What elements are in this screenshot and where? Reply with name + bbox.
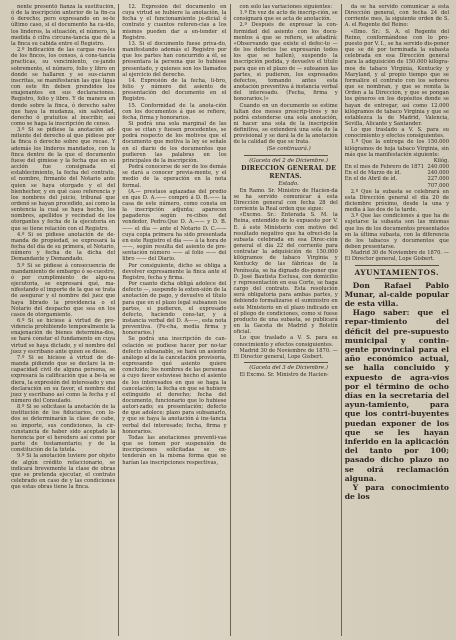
paragraph: da se ha servido comunicar a esta Dirección general, con fecha 24 del corriente mes, la siguiente orden de S. A. el Regente del Reino: — [344, 4, 449, 29]
table-cell-label: En el de Abril de íd. — [344, 176, 398, 183]
divider — [244, 155, 328, 156]
paragraph: 3.º Que las condiciones á que ha de sujetarse la subasta son las mismas que los de los documentos presentados en la última subasta, con la diferencia de los tabacos y documentos que deben presentarse. — [344, 213, 449, 251]
paragraph: Si podrá una sola marginal de las que se citan y fuesen procedentes, se podrá respecto de los motivos que el documento que motiva la ley se señale en el diario de los documentos que pudieren las palabras en los principales de la inscripción. — [122, 120, 227, 164]
section-heading: AYUNTAMIENTOS. — [354, 267, 440, 277]
paragraph: 12. Expresión del documento en cuya virtud se hubiere la anotación, la fecha y el funcionamiento ju-dicial ó contrato y cuantos referen-cias a los mismos pueden dar a en-tender el Registro. — [122, 4, 227, 41]
paragraph: Y para conocimiento de los — [344, 483, 449, 502]
subheading: Estado. — [278, 180, 299, 187]
paragraph: 1.º Que la entrega de los 150.000 kilógramos de hoja tabaco Virginia, sin más que la manifestación siguiente: — [344, 139, 449, 158]
divider — [244, 362, 328, 363]
paragraph: 4.º Si se pidiese anotación de de-manda de propiedad, se expresará la fecha del día de su primera, el Notario, número y fecha de la dicha del Demandante y Demandado. — [11, 231, 116, 263]
table-cell-label: En el de Marzo de íd. — [344, 170, 402, 177]
paragraph: 1.º En vez de acto de inscrip-ción, se consignará que se acta de anotación. — [233, 10, 338, 23]
announcement — [345, 281, 449, 502]
paragraph: Se podrá una inscripción de can-celación se pudiese hacer por no-tar defecto subsanable, se hará un asiento análogo al de la cancelación provisoria, expresando qué asiento quiere concluido; los nombres de las personas á cuyo favor estuviese hecho el asiento de los interesados en que se haga la cancelación; la fecha en que se hubiere extinguido el derecho; fecha del documento, funcionario que lo hubiese autori-zado; su presentación; defecto de que adolece; plazo para subsanarlo, y que se haya la anotación á ins-tancia verbal del interesado; fecha, firma y honorarios. — [122, 336, 227, 435]
paragraph: con solo las variaciones siguientes: — [239, 4, 333, 10]
paragraph: 2.º Que la subasta se celebrará en esta Dirección general el día 20 de diciembre próximo, desde la una y media á las dos de la tarde. — [344, 188, 449, 214]
divider — [375, 278, 419, 279]
paragraph: 15. Conformidad de la anota-ción con los documentos á que se refiere, fecha, firma y honorarios. — [122, 102, 227, 121]
paragraph: 2.º Indicación de las cargas rea-les de los fincos, los censos, á cons-tancia practicas, su vencimiento, ce-jando sobremente, el número, folio y libro en donde se hallaren y se sus-ciaren inscritas, se manifestarán las que ligas con este fin deben prendidos los enajenantes en sus declaraciones. Registro, folio y libro. Y de manera en donde sobre la finca, ó derecho salvo que haya la mudanza, sin salvedad, derecho ó gratuitos al inscribir, así como se haga la inscripción de censo. — [11, 47, 116, 127]
paragraph: «Ilmo. Sr.: S. A. el Regente del Reino, conformándose con lo pro-puesto por V. I., se ha servido dis-poner que se dé por terminada la subasta celebrada en esa Dirección general para la adquisición de 150.000 kilógra-mos de tabaco Virginia, Kentucky y Maryland, y al propio tiempo que se formalice el contrato con los señores que se nombran, y que se remita la Orden a la Dirección, y que se pongan los géneros en los depósitos donde se hayan de entregar, así como 12.000 kilógramos de tabaco Virginia y que se establezca la de Madrid, Valencia, Sevilla, Alicante y Santander. — [344, 28, 449, 127]
paragraph: 5.º Si se pidiese á consecuencia de mandamiento de embargo ó se-cuestro, ó por cumplimiento de algu-na ejecutoria, se expresará qué, ma-nifestando el importe de la que se trata de asegurar y el nombre del juez que haya librado la providencia o el Notario del despacho que sea en los casos de otorgamiento. — [11, 262, 116, 318]
paragraph: Cuando en un documento se estime faltan dos meses prescrip-tivos y no podrá extenderse una sola anotación, ni hacer una sola de la inscripción definitiva, se extenderá una sola de la provisional y se dará la de la anotación de la calidad de que se trata. — [233, 102, 338, 146]
paragraph: El Excmo. Sr. Ministro de Hacien- — [239, 371, 329, 378]
gazette-reference: (Gaceta del 2 de Diciembre.) — [249, 157, 328, 164]
paragraph: Por consiguiente, dicho se obliga a devolver expresamente la finca ante el Registro, fecha y firma. — [122, 262, 227, 281]
paragraph: 3.º Si se pidiese la anotación ad-mitente del derecho al que pidiese por la finca ó derecho sobre que recae. Y además los linderos mandados, con la finca dentro de la que el documento fuese del gimiese y la fecha que en su acción fue consignada el establecimiento, la fecha del contrato, el nombre, firmante del Notario ante quien se haya otorgado y el del bienhechor, y en qué caso referencia y los nombres del juicio, tribunal que ordenó se hayan procedido, así como la sentencia la cual se haya hecho, los nombres, apellidos y vecindad de los otorgantes y fecha de la ejecutoria en que se tiene relación con el Registro. — [11, 127, 116, 232]
column-2 — [118, 4, 229, 636]
continuation-note: (Se continuará.) — [266, 145, 311, 152]
paragraph: (A.— prestaos agiazadas del predio en que D. A.—— compró á D. B.—— la casa de este número, como consta en la inscripción adjunta; aparecen pagaderos según re-cibos del vendedor, Pedro.Que D. A.—— y D. B.—— el día — ante el Notario D. C.—— cuya copia primera ha sido presentada en este Registro el día —— á la hora de ——, según resulta del asiento de pre-sentación número —— al folio —— del libro —— del Diario. — [122, 188, 227, 263]
paragraph: 7.º Si se hiciese á virtud de de-manda pidiendo que se declare la in-capacidad civil de alguna persona, se expresará la calificación que a be-la se diera, la expresión del interesado y una declaración en su favor, el nombre del juez y escribano así como la fecha y el número del Consulado. — [11, 354, 116, 404]
paragraph: Lo que traslado a V. S. para su conocimiento y efectos consiguientes. — [233, 335, 338, 348]
paragraph: Lo que traslado a V. S. para su conocimiento y efectos consiguientes. — [344, 127, 449, 140]
paragraph: Hago saber: que el repar-timiento del déficit del pre-supuesto municipal y contin-gente provincial para el año económico actual, se halla concluido y expuesto de agra-vios por el término de ocho días en la secretaría del ayun-tamiento, para que los contri-buyentes puedan exponer de los que se les hayan inferido en la aplicación del tanto por 100; pasado dicho plazo no se oirá reclamación alguna. — [344, 308, 449, 483]
table-cell-value: 707.000 — [427, 182, 449, 189]
paragraph: «Excmo. Sr.: Enterada S. M. la Reina, entendido de lo expuesto por V. E. á este Ministerio con motivo del resultado negativo que ha ofreci-do la subasta celebrada en esa Direc-ción general el día 22 del corriente para contratar la adquisición de 150.000 kilógramos de tabaco Virginia y Kentucky de las fábricas de la Península, se ha dignado dis-poner que D. José Bautista Esclusa, con domicilio y representación en esa Corte, se haga cargo del contrato. Esta resolución será obligatoria para ambas partes, y debiendo formalizarse el suministro en este Ministerio en el plazo indicado en el pliego de condiciones, como si fuese producto de una subasta, se publicará en la Gaceta de Madrid y Boletín oficial. — [233, 212, 338, 336]
column-3 — [230, 4, 341, 636]
paragraph: En Ramo. Sr. Ministro de Hacien-da se ha servido comunicar á esta Dirección general con fecha 28 del corriente la Real orden que sigue: — [233, 187, 338, 213]
table-cell-value: 240.000 — [427, 170, 449, 177]
section-heading: DIRECCION GENERAL DE RENTAS. — [241, 164, 337, 180]
column-1 — [8, 4, 118, 636]
gazette-reference: (Gaceta del 3 de Diciembre.) — [249, 364, 328, 371]
paragraph: 2.º Después de expresar la con-formidad del asiento con los docu-mentos á que se refiere, se añadirá: «Observando que existe el defec-to — de los defectos (se expresarán todos los que se hallen), suspendo la inscripción pedida, y devuelvo el título para que en el plazo de — subsanen las partes, si pudieren, los expresados defectos, tomando antes esta anotación preventiva á instancia verbal del interesado. (Fecha, firma y honorarios.)» — [233, 22, 338, 103]
column-4 — [341, 4, 452, 636]
paragraph: nente presentó fianza la sustitución, ó de la inscripción anterior de la fin-ca ó derecho; pero expresando en se-te último caso, si el documento ha ca-ido, los linderos, la situación, el número, la medida ó cifra circuns-tancia que dé a la finca su cabida entre el Registro. — [11, 4, 116, 47]
table-cell-value: 227.000 — [427, 176, 449, 183]
paragraph: 6.º Si se hiciese á virtud de pro-videncia prohibiendo temporalmente la enajenación de bienes determina-dos, se hará constar el fundamento en cuya virtud se haya dictado, y el nombre del juez y escribano ante quien se diese. — [11, 317, 116, 355]
signature-line: Madrid 30 de Noviembre de 1870. —El Director general, Lope Gisbert. — [344, 250, 449, 263]
paragraph: 14. Expresión de la fecha, li-bro, folio y número del asiento de presentación del documento en el Registro. — [122, 77, 227, 103]
signature-line: Madrid 30 de Noviembre de 1870. —El Director general, Lope Gisbert. — [233, 347, 338, 360]
paragraph: 9.º Si la anotación tuviere por objeto de algún crédito refaccionario, se indicará brevemente la clase de obras que se pretenda ejecutar, el contrato celebrado en caso de y las condiciones que estas obras tiene la finca. — [11, 453, 116, 491]
paragraph: Podrá conocerse de ser de los demás se dará a conocer previa-mente, y el medio de la operación en la nota formal. — [122, 164, 227, 189]
paragraph: Por cuanto dicha obligá adolece del defecto —, suspendo la exten-sión de la anotación de pago, y devuelvo el título para que en el plazo legal subsanen los partes, si pudieren, el expresado defecto, haciendo cons-tar, y á instancia verbal del D. A——, esta nota preventiva. (Fe-cha, media firma y honorarios.) — [122, 281, 227, 337]
paragraph: Don Rafael Pablo Munar, al-calde popular de esta villa. — [344, 280, 449, 308]
paragraph: 8.º Si se solicitase la anotación de la institución de los fiduciarios, con lo-dos se determinarán la clase de cabe, su importe, sus condiciones, la cir-cunstancia de haber sido aceptado la herencia por el heredero así como por parte de testamentario; y de la constitución de la tutela. — [11, 404, 116, 454]
table-header: Kilóg. — [433, 157, 449, 164]
paragraph: Todas las anotaciones preventi-vas que se tomen por suspensión de inscripciones solicitadas se ex-tenderán en la misma forma que se harían las inscripciones respectivas, — [122, 434, 227, 466]
table-cell-label: En el mes de Febrero de 1871 — [344, 164, 424, 171]
divider — [355, 265, 439, 266]
table-cell-value: 240.000 — [427, 164, 449, 171]
paragraph: 13. Si el documento fuese priva-do, manifestando además el Registro por que los partes han concurrido a él, se presentara la persona que lo hubiese presentado, y quienes son los llamados al ejercicio del derecho. — [122, 40, 227, 78]
